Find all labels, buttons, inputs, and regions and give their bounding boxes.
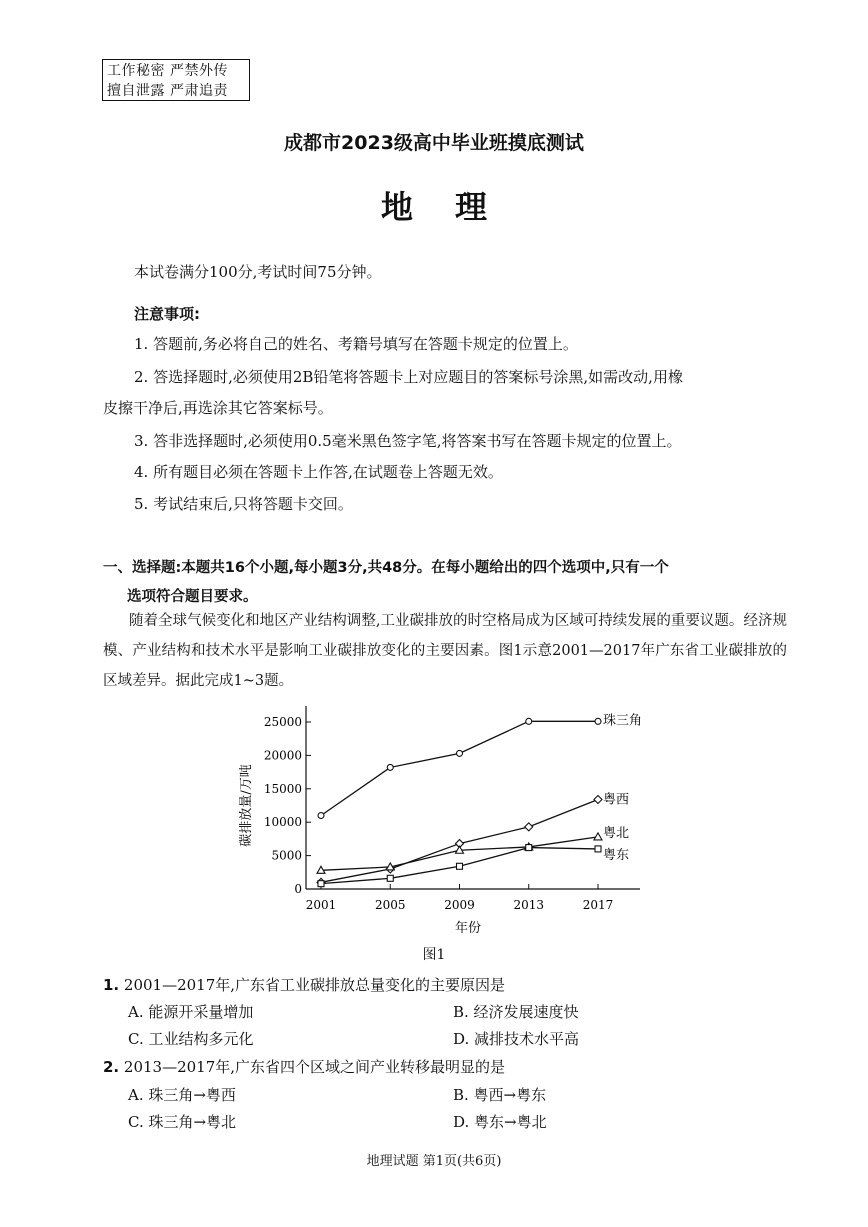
subject-title: 地理 xyxy=(380,188,529,226)
data-point xyxy=(525,823,533,831)
y-tick-label: 5000 xyxy=(271,848,302,863)
note-item-continued: 皮擦干净后,再选涂其它答案标号。 xyxy=(103,399,333,417)
note-item: 3. 答非选择题时,必须使用0.5毫米黑色签字笔,将答案书写在答题卡规定的位置上。 xyxy=(134,432,682,450)
y-tick-label: 15000 xyxy=(263,781,302,796)
section-heading-continued: 选项符合题目要求。 xyxy=(127,589,258,605)
data-point xyxy=(526,845,532,851)
data-point xyxy=(526,718,532,724)
series-line xyxy=(321,721,598,815)
stamp-line-1: 工作秘密 严禁外传 xyxy=(107,63,228,79)
note-item: 5. 考试结束后,只将答题卡交回。 xyxy=(134,495,353,513)
note-item: 1. 答题前,务必将自己的姓名、考籍号填写在答题卡规定的位置上。 xyxy=(134,335,578,353)
option-c[interactable]: C. 工业结构多元化 xyxy=(128,1030,254,1048)
exam-title: 成都市2023级高中毕业班摸底测试 xyxy=(284,132,584,154)
note-item: 2. 答选择题时,必须使用2B铅笔将答题卡上对应题目的答案标号涂黑,如需改动,用橡 xyxy=(134,368,683,386)
y-axis-label: 碳排放量/万吨 xyxy=(239,764,254,847)
data-point xyxy=(387,764,393,770)
option-a[interactable]: A. 能源开采量增加 xyxy=(128,1003,254,1021)
question-stem: 2001—2017年,广东省工业碳排放总量变化的主要原因是 xyxy=(123,976,506,994)
x-tick-label: 2013 xyxy=(513,898,545,912)
figure-caption: 图1 xyxy=(422,947,446,963)
page-footer: 地理试题 第1页(共6页) xyxy=(366,1154,502,1169)
option-d[interactable]: D. 粤东→粤北 xyxy=(453,1113,547,1131)
series-label: 粤北 xyxy=(603,825,630,841)
series-label: 珠三角 xyxy=(603,713,643,729)
notes-heading: 注意事项: xyxy=(134,305,200,323)
confidential-stamp xyxy=(102,59,250,101)
data-point xyxy=(318,881,324,887)
y-tick-label: 0 xyxy=(294,882,302,896)
series-label: 粤西 xyxy=(603,792,630,808)
question-number: 2. xyxy=(103,1058,120,1076)
question-stem: 2013—2017年,广东省四个区域之间产业转移最明显的是 xyxy=(123,1058,506,1076)
section-heading: 一、选择题:本题共16个小题,每小题3分,共48分。在每小题给出的四个选项中,只有一个 xyxy=(103,560,669,576)
data-point xyxy=(457,863,463,869)
data-point xyxy=(387,875,393,881)
question-number: 1. xyxy=(103,976,120,994)
y-tick-label: 25000 xyxy=(263,715,302,729)
option-b[interactable]: B. 经济发展速度快 xyxy=(453,1003,579,1021)
exam-intro: 本试卷满分100分,考试时间75分钟。 xyxy=(134,263,382,281)
x-tick-label: 2009 xyxy=(444,898,475,912)
x-tick-label: 2001 xyxy=(305,898,337,912)
option-a[interactable]: A. 珠三角→粤西 xyxy=(128,1086,236,1104)
x-tick-label: 2017 xyxy=(582,898,614,912)
option-b[interactable]: B. 粤西→粤东 xyxy=(453,1086,547,1104)
x-tick-label: 2005 xyxy=(374,898,406,912)
question-2 xyxy=(103,1056,505,1077)
stamp-line-2: 擅自泄露 严肃追责 xyxy=(107,83,228,99)
data-point xyxy=(457,750,463,756)
option-c[interactable]: C. 珠三角→粤北 xyxy=(128,1113,237,1131)
option-d[interactable]: D. 减排技术水平高 xyxy=(453,1030,580,1048)
data-point xyxy=(594,795,602,803)
y-tick-label: 10000 xyxy=(263,815,302,830)
data-point xyxy=(595,846,601,852)
carbon-emission-chart xyxy=(228,700,678,940)
data-point xyxy=(594,833,602,840)
data-point xyxy=(595,718,601,724)
note-item: 4. 所有题目必须在答题卡上作答,在试题卷上答题无效。 xyxy=(134,463,503,481)
y-tick-label: 20000 xyxy=(263,748,302,763)
reading-passage: 随着全球气候变化和地区产业结构调整,工业碳排放的时空格局成为区域可持续发展的重要议题。经济规模、产业结构和技术水平是影响工业碳排放变化的主要因素。图1示意2001—2017年广东省工业碳排放的区域差异。据此完成1~3题。 xyxy=(103,613,787,689)
x-axis-label: 年份 xyxy=(454,921,482,936)
data-point xyxy=(318,813,324,819)
question-1 xyxy=(103,974,505,995)
series-label: 粤东 xyxy=(603,847,630,863)
